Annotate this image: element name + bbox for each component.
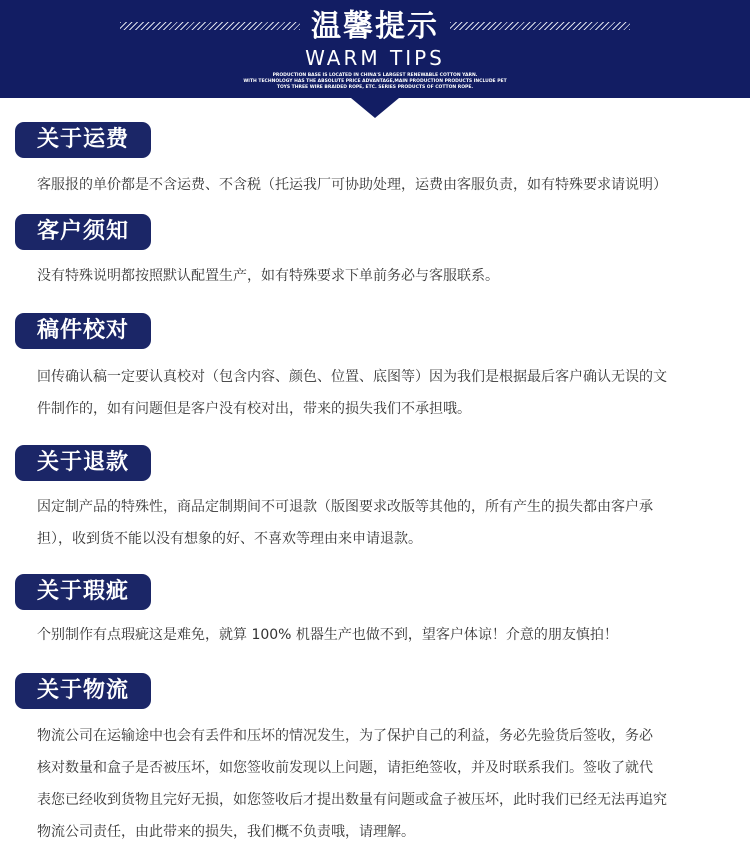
section-line: 客服报的单价都是不含运费、不含税（托运我厂可协助处理，运费由客服负责，如有特殊要求请说明） <box>37 177 667 193</box>
section-body-shipping <box>37 169 737 201</box>
section-title-defects: 关于瑕疵 <box>15 574 151 610</box>
section-title-shipping: 关于运费 <box>15 122 151 158</box>
section-title-refunds: 关于退款 <box>15 445 151 481</box>
section-body-refunds <box>37 491 737 555</box>
section-line: 物流公司在运输途中也会有丢件和压坏的情况发生，为了保护自己的利益，务必先验货后签收，务必 <box>37 728 653 744</box>
section-line: 没有特殊说明都按照默认配置生产，如有特殊要求下单前务必与客服联系。 <box>37 268 499 284</box>
banner-title-english: WARM TIPS <box>305 46 445 70</box>
section-line: 核对数量和盒子是否被压坏，如您签收前发现以上问题，请拒绝签收，并及时联系我们。签收了就代 <box>37 760 653 776</box>
banner-subtitle-line: PRODUCTION BASE IS LOCATED IN CHINA'S LARGEST RENEWABLE COTTON YARN. <box>272 73 478 78</box>
section-line: 物流公司责任，由此带来的损失，我们概不负责哦，请理解。 <box>37 824 415 840</box>
banner-subtitle-line: TOYS THREE WIRE BRAIDED ROPE, ETC. SERIES PRODUCTS OF COTTON ROPE. <box>276 85 474 90</box>
section-body-proofreading <box>37 361 737 425</box>
banner-title-chinese: 温馨提示 <box>311 9 439 44</box>
banner-subtitle <box>175 73 575 91</box>
section-body-customer-notice <box>37 260 737 292</box>
section-title-customer-notice: 客户须知 <box>15 214 151 250</box>
section-line: 因定制产品的特殊性，商品定制期间不可退款（版图要求改版等其他的，所有产生的损失都由客户承 <box>37 499 653 515</box>
section-title-logistics: 关于物流 <box>15 673 151 709</box>
section-line: 担），收到货不能以没有想象的好、不喜欢等理由来申请退款。 <box>37 531 422 547</box>
banner-subtitle-line: WITH TECHNOLOGY HAS THE ABSOLUTE PRICE ADVANTAGE,MAIN PRODUCTION PRODUCTS INCLUDE PET <box>243 79 507 84</box>
section-body-logistics <box>37 720 737 848</box>
warm-tips-banner <box>0 0 750 98</box>
section-title-proofreading: 稿件校对 <box>15 313 151 349</box>
section-line: 表您已经收到货物且完好无损，如您签收后才提出数量有问题或盒子被压坏，此时我们已经无法再追究 <box>37 792 667 808</box>
banner-pointer <box>351 98 399 118</box>
section-line: 回传确认稿一定要认真校对（包含内容、颜色、位置、底图等）因为我们是根据最后客户确认无误的文 <box>37 369 667 385</box>
section-body-defects <box>37 619 737 651</box>
section-line: 个别制作有点瑕疵这是难免，就算 100% 机器生产也做不到，望客户体谅！介意的朋友慎拍！ <box>37 627 618 643</box>
section-line: 件制作的，如有问题但是客户没有校对出，带来的损失我们不承担哦。 <box>37 401 471 417</box>
